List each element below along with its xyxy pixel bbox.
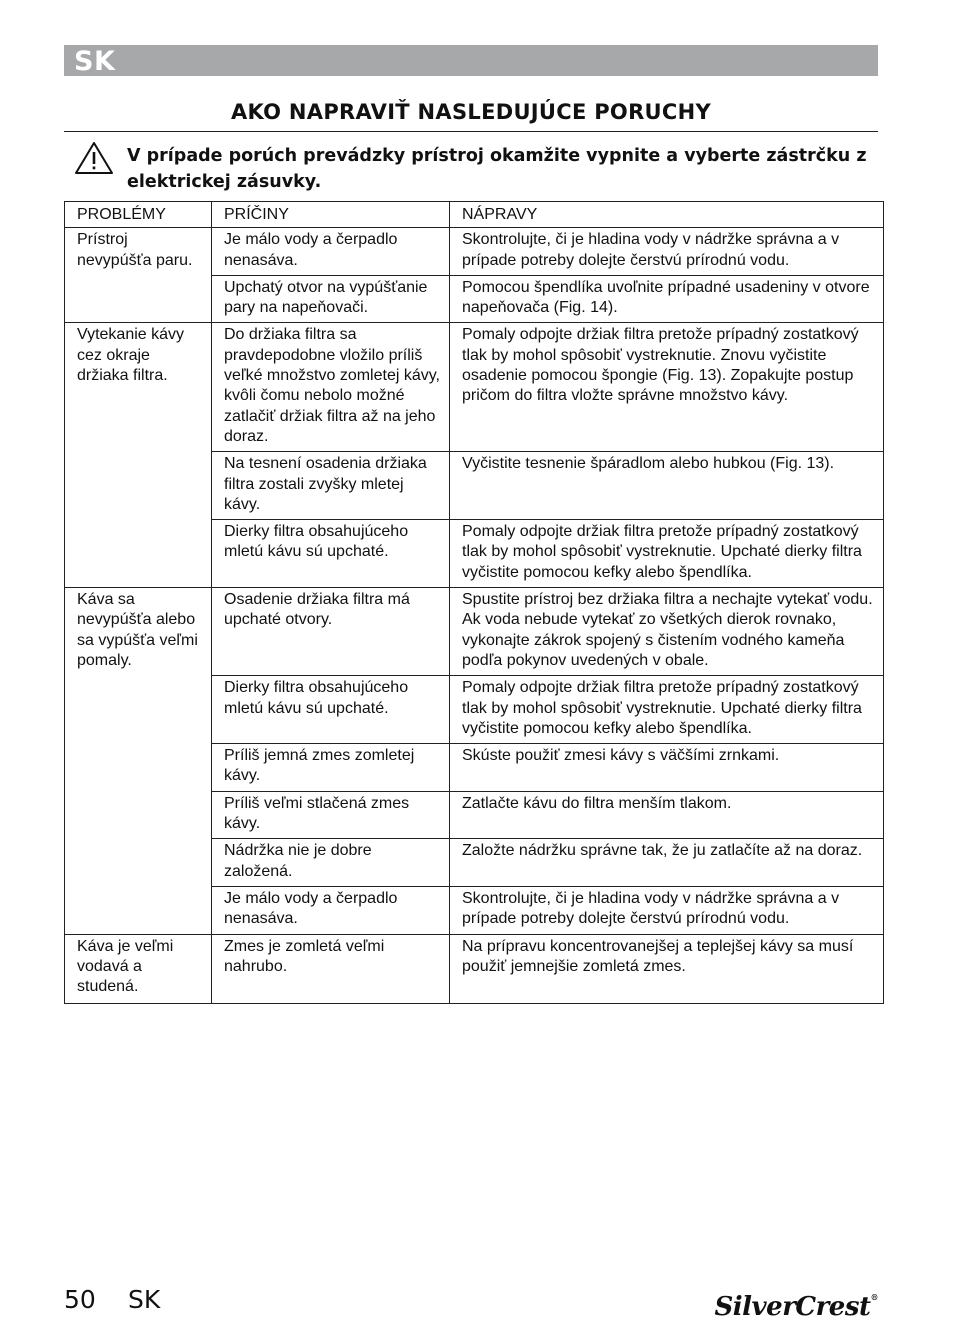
remedy-cell: Pomocou špendlíka uvoľnite prípadné usadeniny v otvore napeňovača (Fig. 14). [450, 275, 884, 323]
remedy-cell: Pomaly odpojte držiak filtra pretože prípadný zostatkový tlak by mohol spôsobiť vystreknutie. Upchaté dierky filtra vyčistite pomocou kefky alebo špendlíka. [450, 676, 884, 744]
problem-cell: Káva sa nevypúšťa alebo sa vypúšťa veľmi pomaly. [65, 588, 212, 934]
problem-cell: Káva je veľmi vodavá a studená. [65, 934, 212, 1004]
remedy-cell: Založte nádržku správne tak, že ju zatlačíte až na doraz. [450, 839, 884, 887]
footer-language: SK [128, 1285, 161, 1314]
table-header-row [65, 202, 884, 228]
table-row [65, 588, 884, 676]
cause-cell: Dierky filtra obsahujúceho mletú kávu sú upchaté. [212, 520, 450, 588]
warning-text: V prípade porúch prevádzky prístroj okamžite vypnite a vyberte zástrčku z elektrickej zásuvky. [127, 146, 867, 192]
cause-cell: Na tesnení osadenia držiaka filtra zostali zvyšky mletej kávy. [212, 452, 450, 520]
cause-cell: Osadenie držiaka filtra má upchaté otvory. [212, 588, 450, 676]
brand-logo: SilverCrest® [714, 1292, 878, 1322]
header-causes: PRÍČINY [212, 202, 450, 228]
table-row [65, 323, 884, 452]
remedy-cell: Spustite prístroj bez držiaka filtra a nechajte vytekať vodu. Ak voda nebude vytekať zo všetkých dierok rovnako, vykonajte zákrok spojený s čistením vodného kameňa podľa pokynov uvedených v obale. [450, 588, 884, 676]
table-row [65, 228, 884, 276]
page-number: 50 [64, 1285, 96, 1314]
cause-cell: Príliš veľmi stlačená zmes kávy. [212, 791, 450, 839]
header-problems: PROBLÉMY [65, 202, 212, 228]
cause-cell: Dierky filtra obsahujúceho mletú kávu sú upchaté. [212, 676, 450, 744]
cause-cell: Príliš jemná zmes zomletej kávy. [212, 744, 450, 792]
cause-cell: Zmes je zomletá veľmi nahrubo. [212, 934, 450, 1004]
title-divider [64, 131, 878, 132]
problem-cell: Prístroj nevypúšťa paru. [65, 228, 212, 323]
remedy-cell: Na prípravu koncentrovanejšej a teplejšej kávy sa musí použiť jemnejšie zomletá zmes. [450, 934, 884, 1004]
remedy-cell: Zatlačte kávu do filtra menším tlakom. [450, 791, 884, 839]
cause-cell: Je málo vody a čerpadlo nenasáva. [212, 886, 450, 934]
language-header-bar [64, 45, 878, 76]
remedy-cell: Pomaly odpojte držiak filtra pretože prípadný zostatkový tlak by mohol spôsobiť vystreknutie. Upchaté dierky filtra vyčistite pomocou kefky alebo špendlíka. [450, 520, 884, 588]
problem-cell: Vytekanie kávy cez okraje držiaka filtra. [65, 323, 212, 588]
language-code: SK [74, 46, 116, 77]
table-row [65, 934, 884, 1004]
cause-cell: Do držiaka filtra sa pravdepodobne vložilo príliš veľké množstvo zomletej kávy, kvôli čomu nebolo možné zatlačiť držiak filtra až na jeho doraz. [212, 323, 450, 452]
remedy-cell: Pomaly odpojte držiak filtra pretože prípadný zostatkový tlak by mohol spôsobiť vystreknutie. Znovu vyčistite osadenie pomocou špongie (Fig. 13). Zopakujte postup pričom do filtra vložte správne množstvo kávy. [450, 323, 884, 452]
warning-triangle-icon [74, 141, 114, 175]
cause-cell: Je málo vody a čerpadlo nenasáva. [212, 228, 450, 276]
cause-cell: Upchatý otvor na vypúšťanie pary na napeňovači. [212, 275, 450, 323]
troubleshooting-table [64, 201, 884, 1004]
remedy-cell: Skontrolujte, či je hladina vody v nádržke správna a v prípade potreby dolejte čerstvú prírodnú vodu. [450, 228, 884, 276]
remedy-cell: Vyčistite tesnenie špáradlom alebo hubkou (Fig. 13). [450, 452, 884, 520]
remedy-cell: Skontrolujte, či je hladina vody v nádržke správna a v prípade potreby dolejte čerstvú prírodnú vodu. [450, 886, 884, 934]
cause-cell: Nádržka nie je dobre založená. [212, 839, 450, 887]
remedy-cell: Skúste použiť zmesi kávy s väčšími zrnkami. [450, 744, 884, 792]
header-remedies: NÁPRAVY [450, 202, 884, 228]
section-title: AKO NAPRAVIŤ NASLEDUJÚCE PORUCHY [230, 100, 712, 124]
